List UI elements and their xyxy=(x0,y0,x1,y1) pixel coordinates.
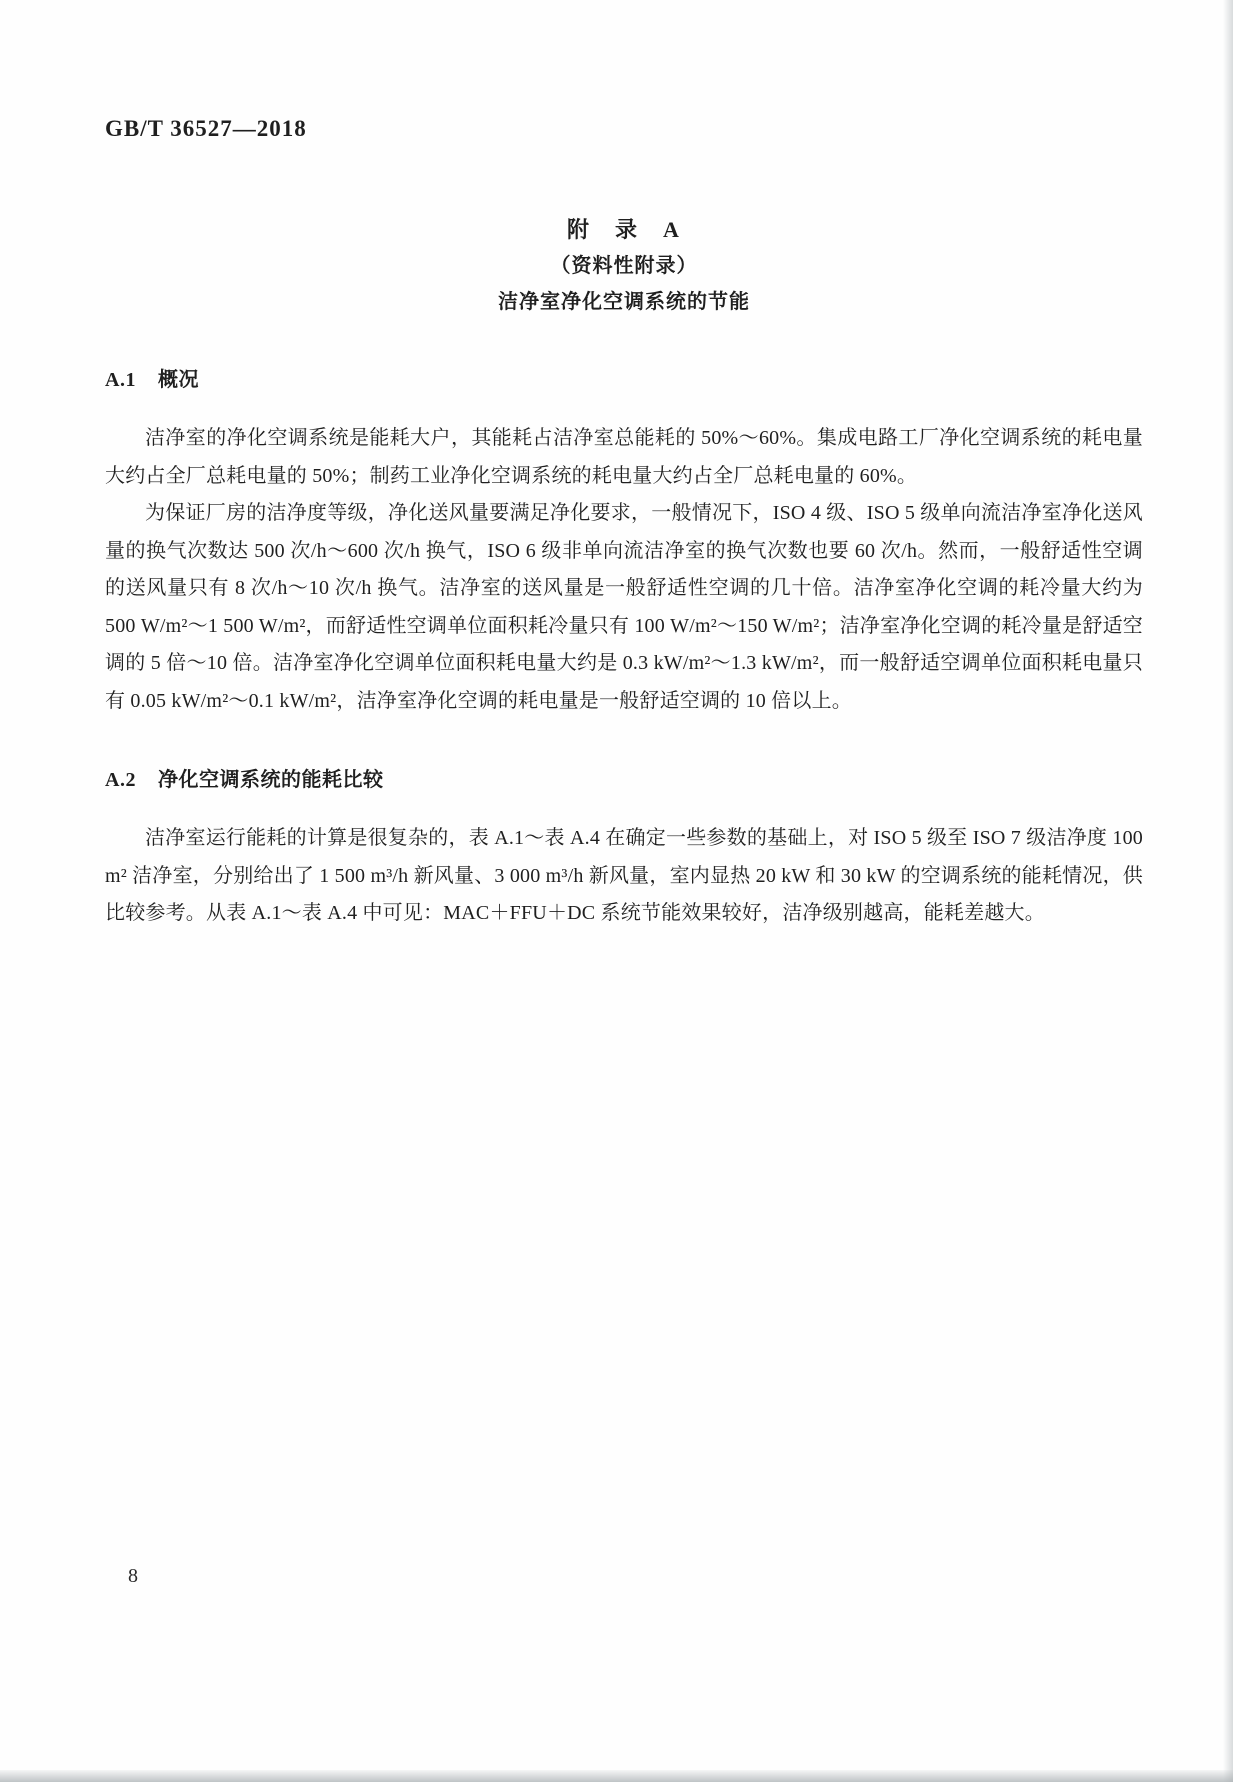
section-a2-heading xyxy=(105,766,1143,794)
scan-edge-bottom xyxy=(0,1770,1233,1782)
appendix-label: 附 录 A xyxy=(567,217,681,242)
section-a2-title: 净化空调系统的能耗比较 xyxy=(157,769,384,791)
appendix-title-block xyxy=(105,211,1143,320)
appendix-subtitle: （资料性附录） xyxy=(550,255,698,277)
scan-edge-right xyxy=(1223,0,1233,1782)
standard-number-header: GB/T 36527—2018 xyxy=(105,116,307,141)
section-a1-paragraph-2: 为保证厂房的洁净度等级，净化送风量要满足净化要求，一般情况下，ISO 4 级、ISO 5 级单向流洁净室净化送风量的换气次数达 500 次/h～600 次/h 换气，ISO 6 级非单向流洁净室的换气次数也要 60 次/h。然而，一般舒适性空调的送风量只有 8 次/h～10 次/h 换气。洁净室的送风量是一般舒适性空调的几十倍。洁净室净化空调的耗冷量大约为 500 W/m²～1 500 W/m²，而舒适性空调单位面积耗冷量只有 100 W/m²～150 W/m²；洁净室净化空调的耗冷量是舒适空调的 5 倍～10 倍。洁净室净化空调单位面积耗电量大约是 0.3 kW/m²～1.3 kW/m²，而一般舒适空调单位面积耗电量只有 0.05 kW/m²～0.1 kW/m²，洁净室净化空调的耗电量是一般舒适空调的 10 倍以上。 xyxy=(105,502,1143,712)
section-a1-paragraph-1: 洁净室的净化空调系统是能耗大户，其能耗占洁净室总能耗的 50%～60%。集成电路工厂净化空调系统的耗电量大约占全厂总耗电量的 50%；制药工业净化空调系统的耗电量大约占全厂总耗电量的 60%。 xyxy=(105,427,1143,487)
section-a1-title: 概况 xyxy=(157,369,199,391)
section-a1 xyxy=(105,366,1143,720)
section-a2 xyxy=(105,766,1143,933)
section-a1-number: A.1 xyxy=(105,369,136,391)
page-number: 8 xyxy=(128,1565,138,1587)
section-a1-heading xyxy=(105,366,1143,394)
page-content xyxy=(105,0,1143,933)
section-a2-paragraph-1: 洁净室运行能耗的计算是很复杂的，表 A.1～表 A.4 在确定一些参数的基础上，对 ISO 5 级至 ISO 7 级洁净度 100 m² 洁净室，分别给出了 1 500 m³/h 新风量、3 000 m³/h 新风量，室内显热 20 kW 和 30 kW 的空调系统的能耗情况，供比较参考。从表 A.1～表 A.4 中可见：MAC＋FFU＋DC 系统节能效果较好，洁净级别越高，能耗差越大。 xyxy=(105,827,1143,924)
appendix-title: 洁净室净化空调系统的节能 xyxy=(498,291,750,313)
section-a2-number: A.2 xyxy=(105,769,136,791)
